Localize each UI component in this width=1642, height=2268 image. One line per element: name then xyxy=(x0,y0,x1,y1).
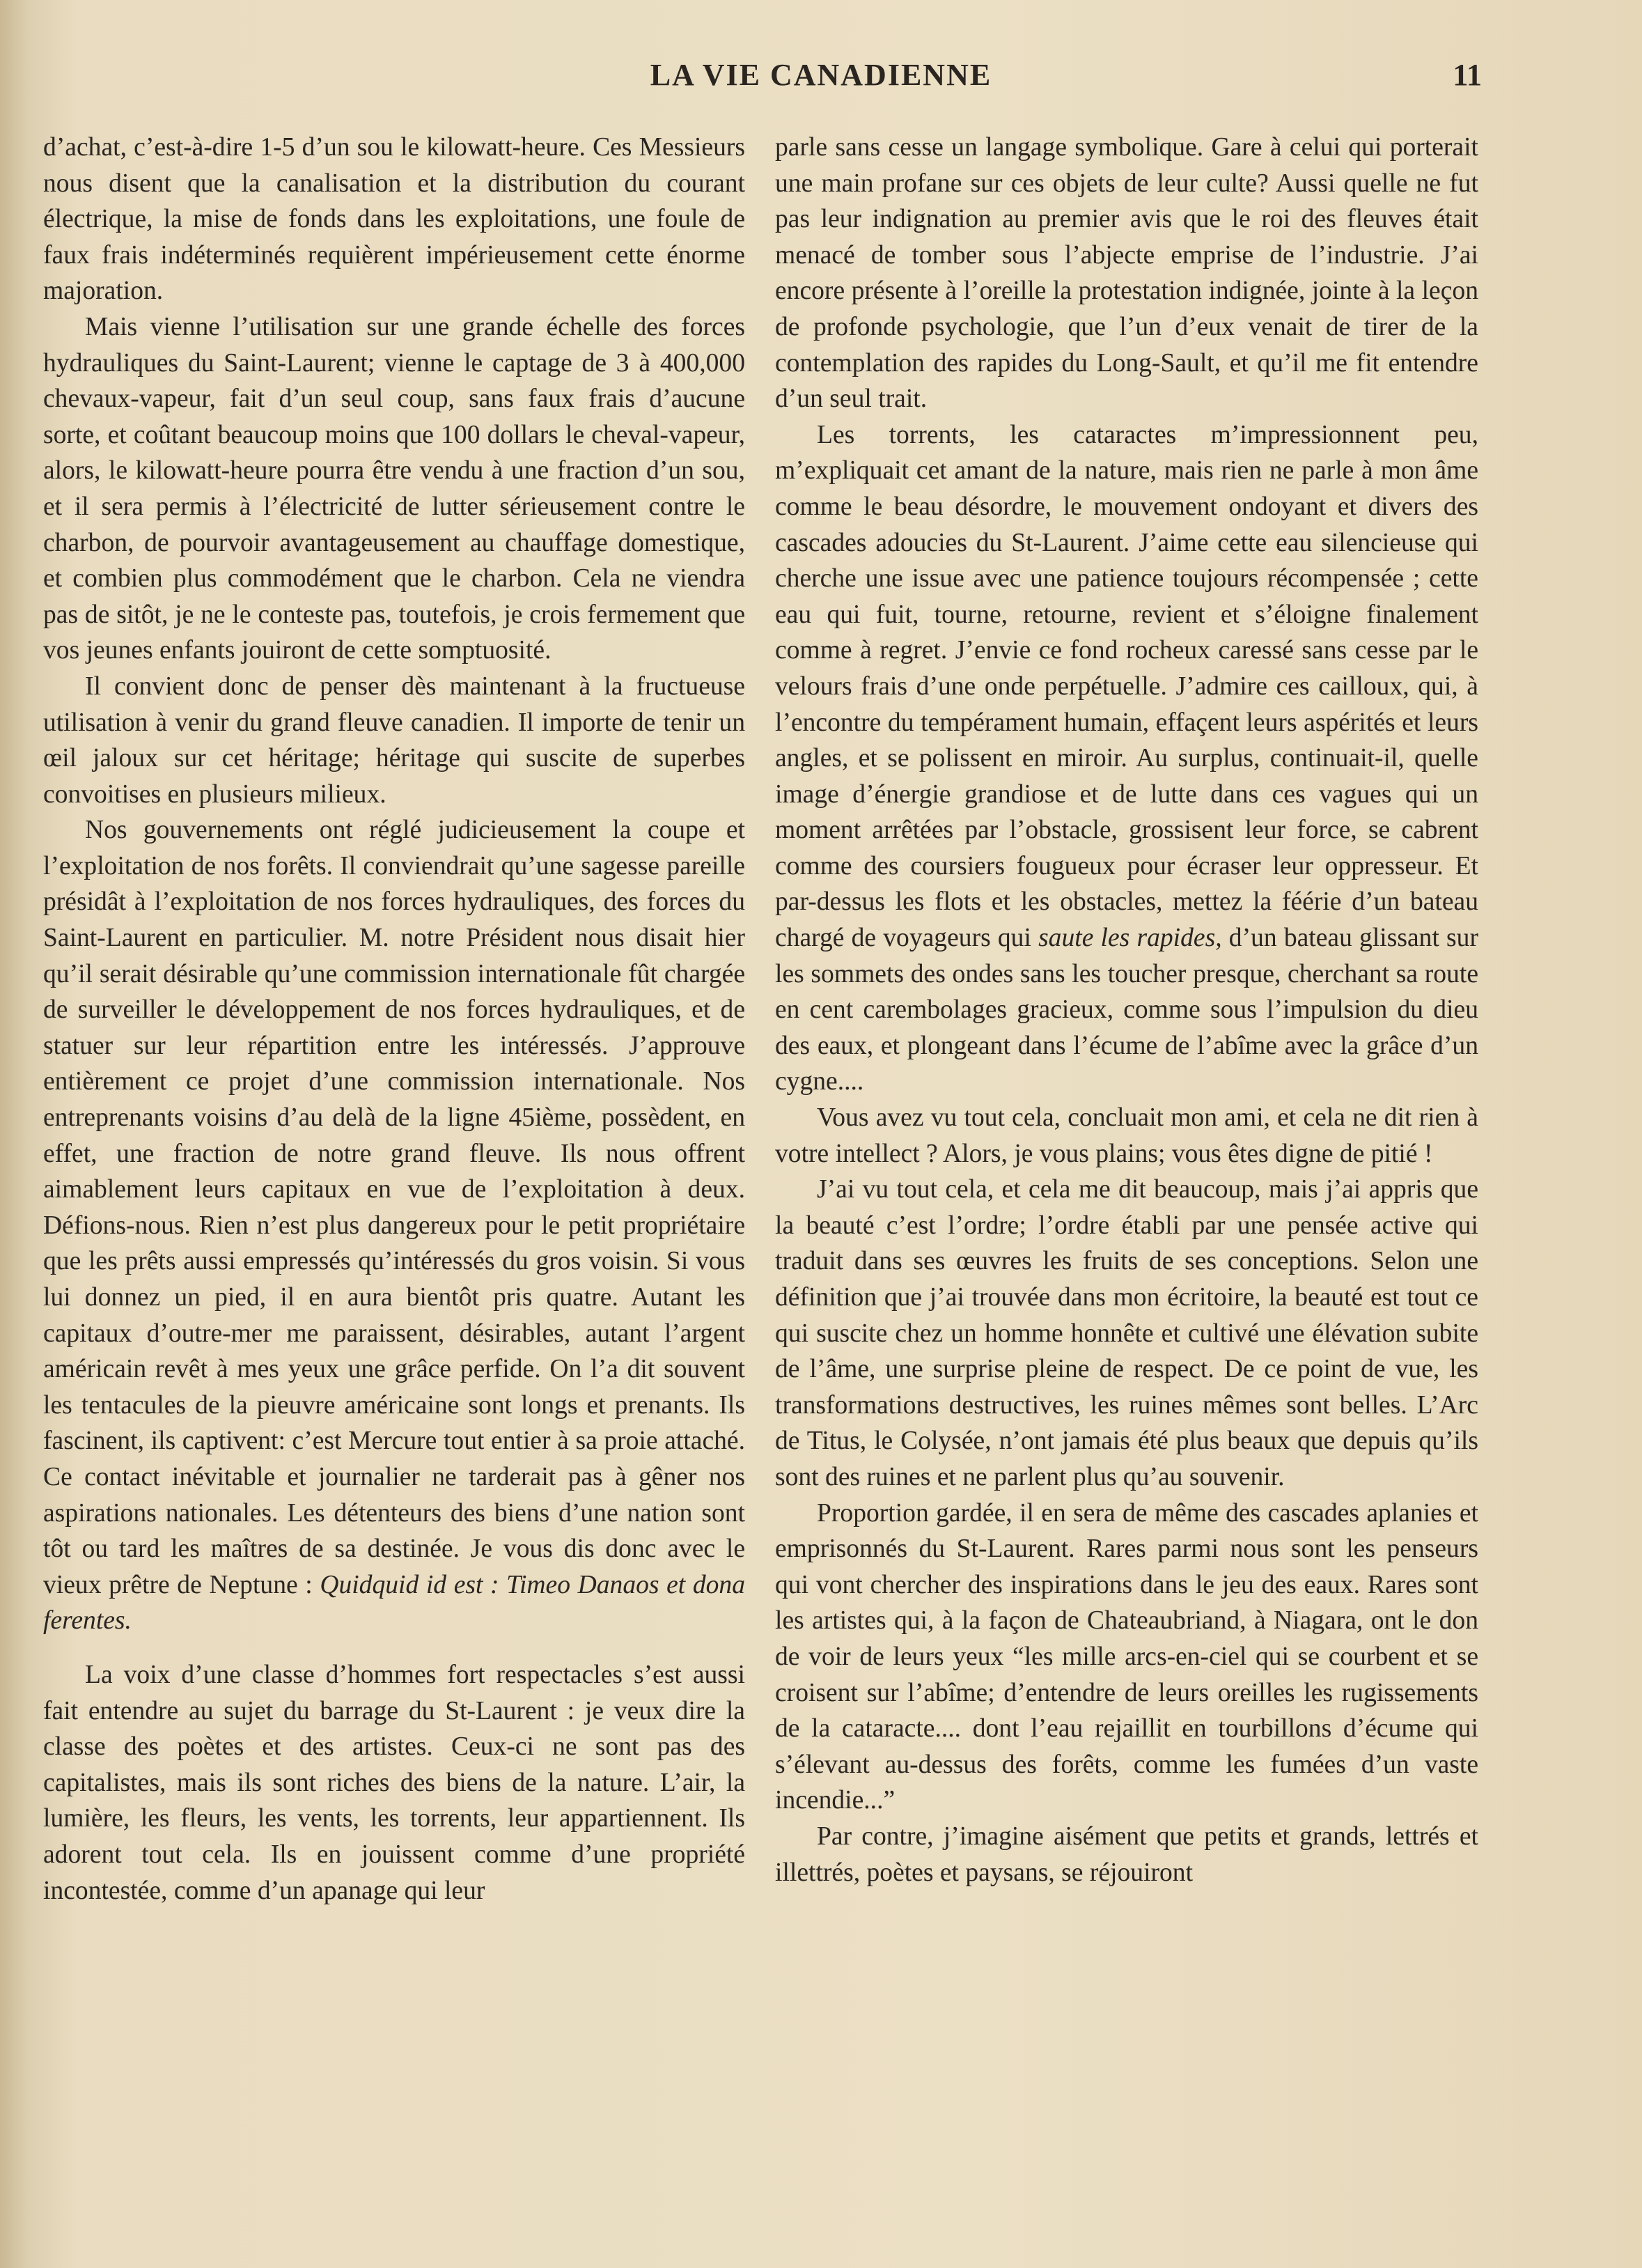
paragraph: Vous avez vu tout cela, concluait mon ami, et cela ne dit rien à votre intellect ? Alors, je vous plains; vous êtes digne de pitié ! xyxy=(775,1103,1478,1168)
paragraph-text: d’un bateau glissant sur les sommets des ondes sans les toucher presque, cherchant sa route en cent carembolages gracieux, comme sous l’impulsion du dieu des eaux, et plongeant dans l’écume de l’abîme avec la grâce d’un cygne.... xyxy=(775,924,1478,1096)
paragraph-text: Les torrents, les cataractes m’impressionnent peu, m’expliquait cet amant de la nature, mais rien ne parle à mon âme comme le beau désordre, le mouvement ondoyant et divers des cascades adoucies du St-Laurent. J’aime cette eau silencieuse qui cherche une issue avec une patience toujours récompensée ; cette eau qui fuit, tourne, retourne, revient et s’éloigne finalement comme à regret. J’envie ce fond rocheux caressé sans cesse par le velours frais d’une onde perpétuelle. J’admire ces cailloux, qui, à l’encontre du tempérament humain, effaçent leurs aspérités et leurs angles, et se polissent en miroir. Au surplus, continuait-il, quelle image d’énergie grandiose et de lutte dans ces vagues qui un moment arrêtées par l’obstacle, grossisent leur force, se cabrent comme des coursiers fougueux pour écraser leur oppresseur. Et par-dessus les flots et les obstacles, mettez la féérie d’un bateau chargé de voyageurs qui xyxy=(775,420,1478,953)
page-header xyxy=(0,57,1642,106)
right-column xyxy=(775,130,1478,1890)
running-title: LA VIE CANADIENNE xyxy=(650,58,992,92)
latin-quotation: Quidquid id est : Timeo Danaos et dona ferentes. xyxy=(43,1570,745,1636)
paragraph: parle sans cesse un langage symbolique. Gare à celui qui porterait une main profane sur ces objets de leur culte? Aussi quelle ne fut pas leur indignation au premier avis que le roi des fleuves était menacé de tomber sous l’abjecte emprise de l’industrie. J’ai encore présente à l’oreille la protestation indignée, jointe à la leçon de profonde psychologie, que l’un d’eux venait de tirer de la contemplation des rapides du Long-Sault, et qu’il me fit entendre d’un seul trait. xyxy=(775,133,1478,414)
paragraph xyxy=(43,812,745,1639)
paragraph: d’achat, c’est-à-dire 1-5 d’un sou le kilowatt-heure. Ces Messieurs nous disent que la canalisation et la distribution du courant électrique, la mise de fonds dans les exploitations, une foule de faux frais indéterminés requièrent impérieusement cette énorme majoration. xyxy=(43,133,745,306)
paragraph: Par contre, j’imagine aisément que petits et grands, lettrés et illettrés, poètes et paysans, se réjouiront xyxy=(775,1822,1478,1887)
left-column xyxy=(43,130,745,1909)
paragraph-gap xyxy=(43,1639,745,1657)
paragraph: La voix d’une classe d’hommes fort respectacles s’est aussi fait entendre au sujet du barrage du St-Laurent : je veux dire la classe des poètes et des artistes. Ceux-ci ne sont pas des capitalistes, mais ils sont riches des biens de la nature. L’air, la lumière, les fleurs, les vents, les torrents, leur appartiennent. Ils adorent tout cela. Ils en jouissent comme d’une propriété incontestée, comme d’un apanage qui leur xyxy=(43,1660,745,1905)
paragraph: Mais vienne l’utilisation sur une grande échelle des forces hydrauliques du Saint-Laurent; vienne le captage de 3 à 400,000 chevaux-vapeur, fait d’un seul coup, sans faux frais d’aucune sorte, et coûtant beaucoup moins que 100 dollars le cheval-vapeur, alors, le kilowatt-heure pourra être vendu à une fraction d’un sou, et il sera permis à l’électricité de lutter sérieusement contre le charbon, de pourvoir avantageusement au chauffage domestique, et combien plus commodément que le charbon. Cela ne viendra pas de sitôt, je ne le conteste pas, toutefois, je crois fermement que vos jeunes enfants jouiront de cette somptuosité. xyxy=(43,312,745,665)
paragraph xyxy=(775,417,1478,1100)
paragraph: J’ai vu tout cela, et cela me dit beaucoup, mais j’ai appris que la beauté c’est l’ordre; l’ordre établi par une pensée active qui traduit dans ses œuvres les fruits de ses conceptions. Selon une définition que j’ai trouvée dans mon écritoire, la beauté est tout ce qui suscite chez un homme honnête et cultivé une élévation subite de l’âme, une surprise pleine de respect. De ce point de vue, les transformations destructives, les ruines mêmes sont belles. L’Arc de Titus, le Colysée, n’ont jamais été plus beaux que depuis qu’ils sont des ruines et ne parlent plus qu’au souvenir. xyxy=(775,1175,1478,1491)
page-number: 11 xyxy=(1453,58,1482,92)
paragraph: Il convient donc de penser dès maintenant à la fructueuse utilisation à venir du grand fleuve canadien. Il importe de tenir un œil jaloux sur cet héritage; héritage qui suscite de superbes convoitises en plusieurs milieux. xyxy=(43,671,745,809)
italic-phrase: saute les rapides, xyxy=(1038,924,1222,953)
paragraph: Proportion gardée, il en sera de même des cascades aplanies et emprisonnés du St-Laurent. Rares parmi nous sont les penseurs qui vont chercher des inspirations dans le jeu des eaux. Rares sont les artistes qui, à la façon de Chateaubriand, à Niagara, ont le don de voir de leurs yeux “les mille arcs-en-ciel qui se courbent et se croisent sur l’abîme; d’entendre de leurs oreilles les rugissements de la cataracte.... dont l’eau rejaillit en tourbillons d’écume qui s’élevant au-dessus des forêts, comme les fumées d’un vaste incendie...” xyxy=(775,1498,1478,1815)
paragraph-text: Nos gouvernements ont réglé judicieusement la coupe et l’exploitation de nos forêts. Il conviendrait qu’une sagesse pareille présidât à l’exploitation de nos forces hydrauliques, des forces du Saint-Laurent en particulier. M. notre Président nous disait hier qu’il serait désirable qu’une commission internationale fût chargée de surveiller le développement de nos forces hydrauliques, et de statuer sur leur répartition entre les intéressés. J’approuve entièrement ce projet d’une commission internationale. Nos entreprenants voisins d’au delà de la ligne 45ième, possèdent, en effet, une fraction de notre grand fleuve. Ils nous offrent aimablement leurs capitaux en vue de l’exploitation à deux. Défions-nous. Rien n’est plus dangereux pour le petit propriétaire que les prêts aussi empressés qu’intéressés du gros voisin. Si vous lui donnez un pied, il en aura bientôt pris quatre. Autant les capitaux d’outre-mer me paraissent, désirables, autant l’argent américain revêt à mes yeux une grâce perfide. On l’a dit souvent les tentacules de la pieuvre américaine sont longs et prenants. Ils fascinent, ils captivent: c’est Mercure tout entier à sa proie attaché. Ce contact inévitable et journalier ne tarderait pas à gêner nos aspirations nationales. Les détenteurs des biens d’une nation sont tôt ou tard les maîtres de sa destinée. Je vous dis donc avec le vieux prêtre de Neptune : xyxy=(43,816,745,1599)
